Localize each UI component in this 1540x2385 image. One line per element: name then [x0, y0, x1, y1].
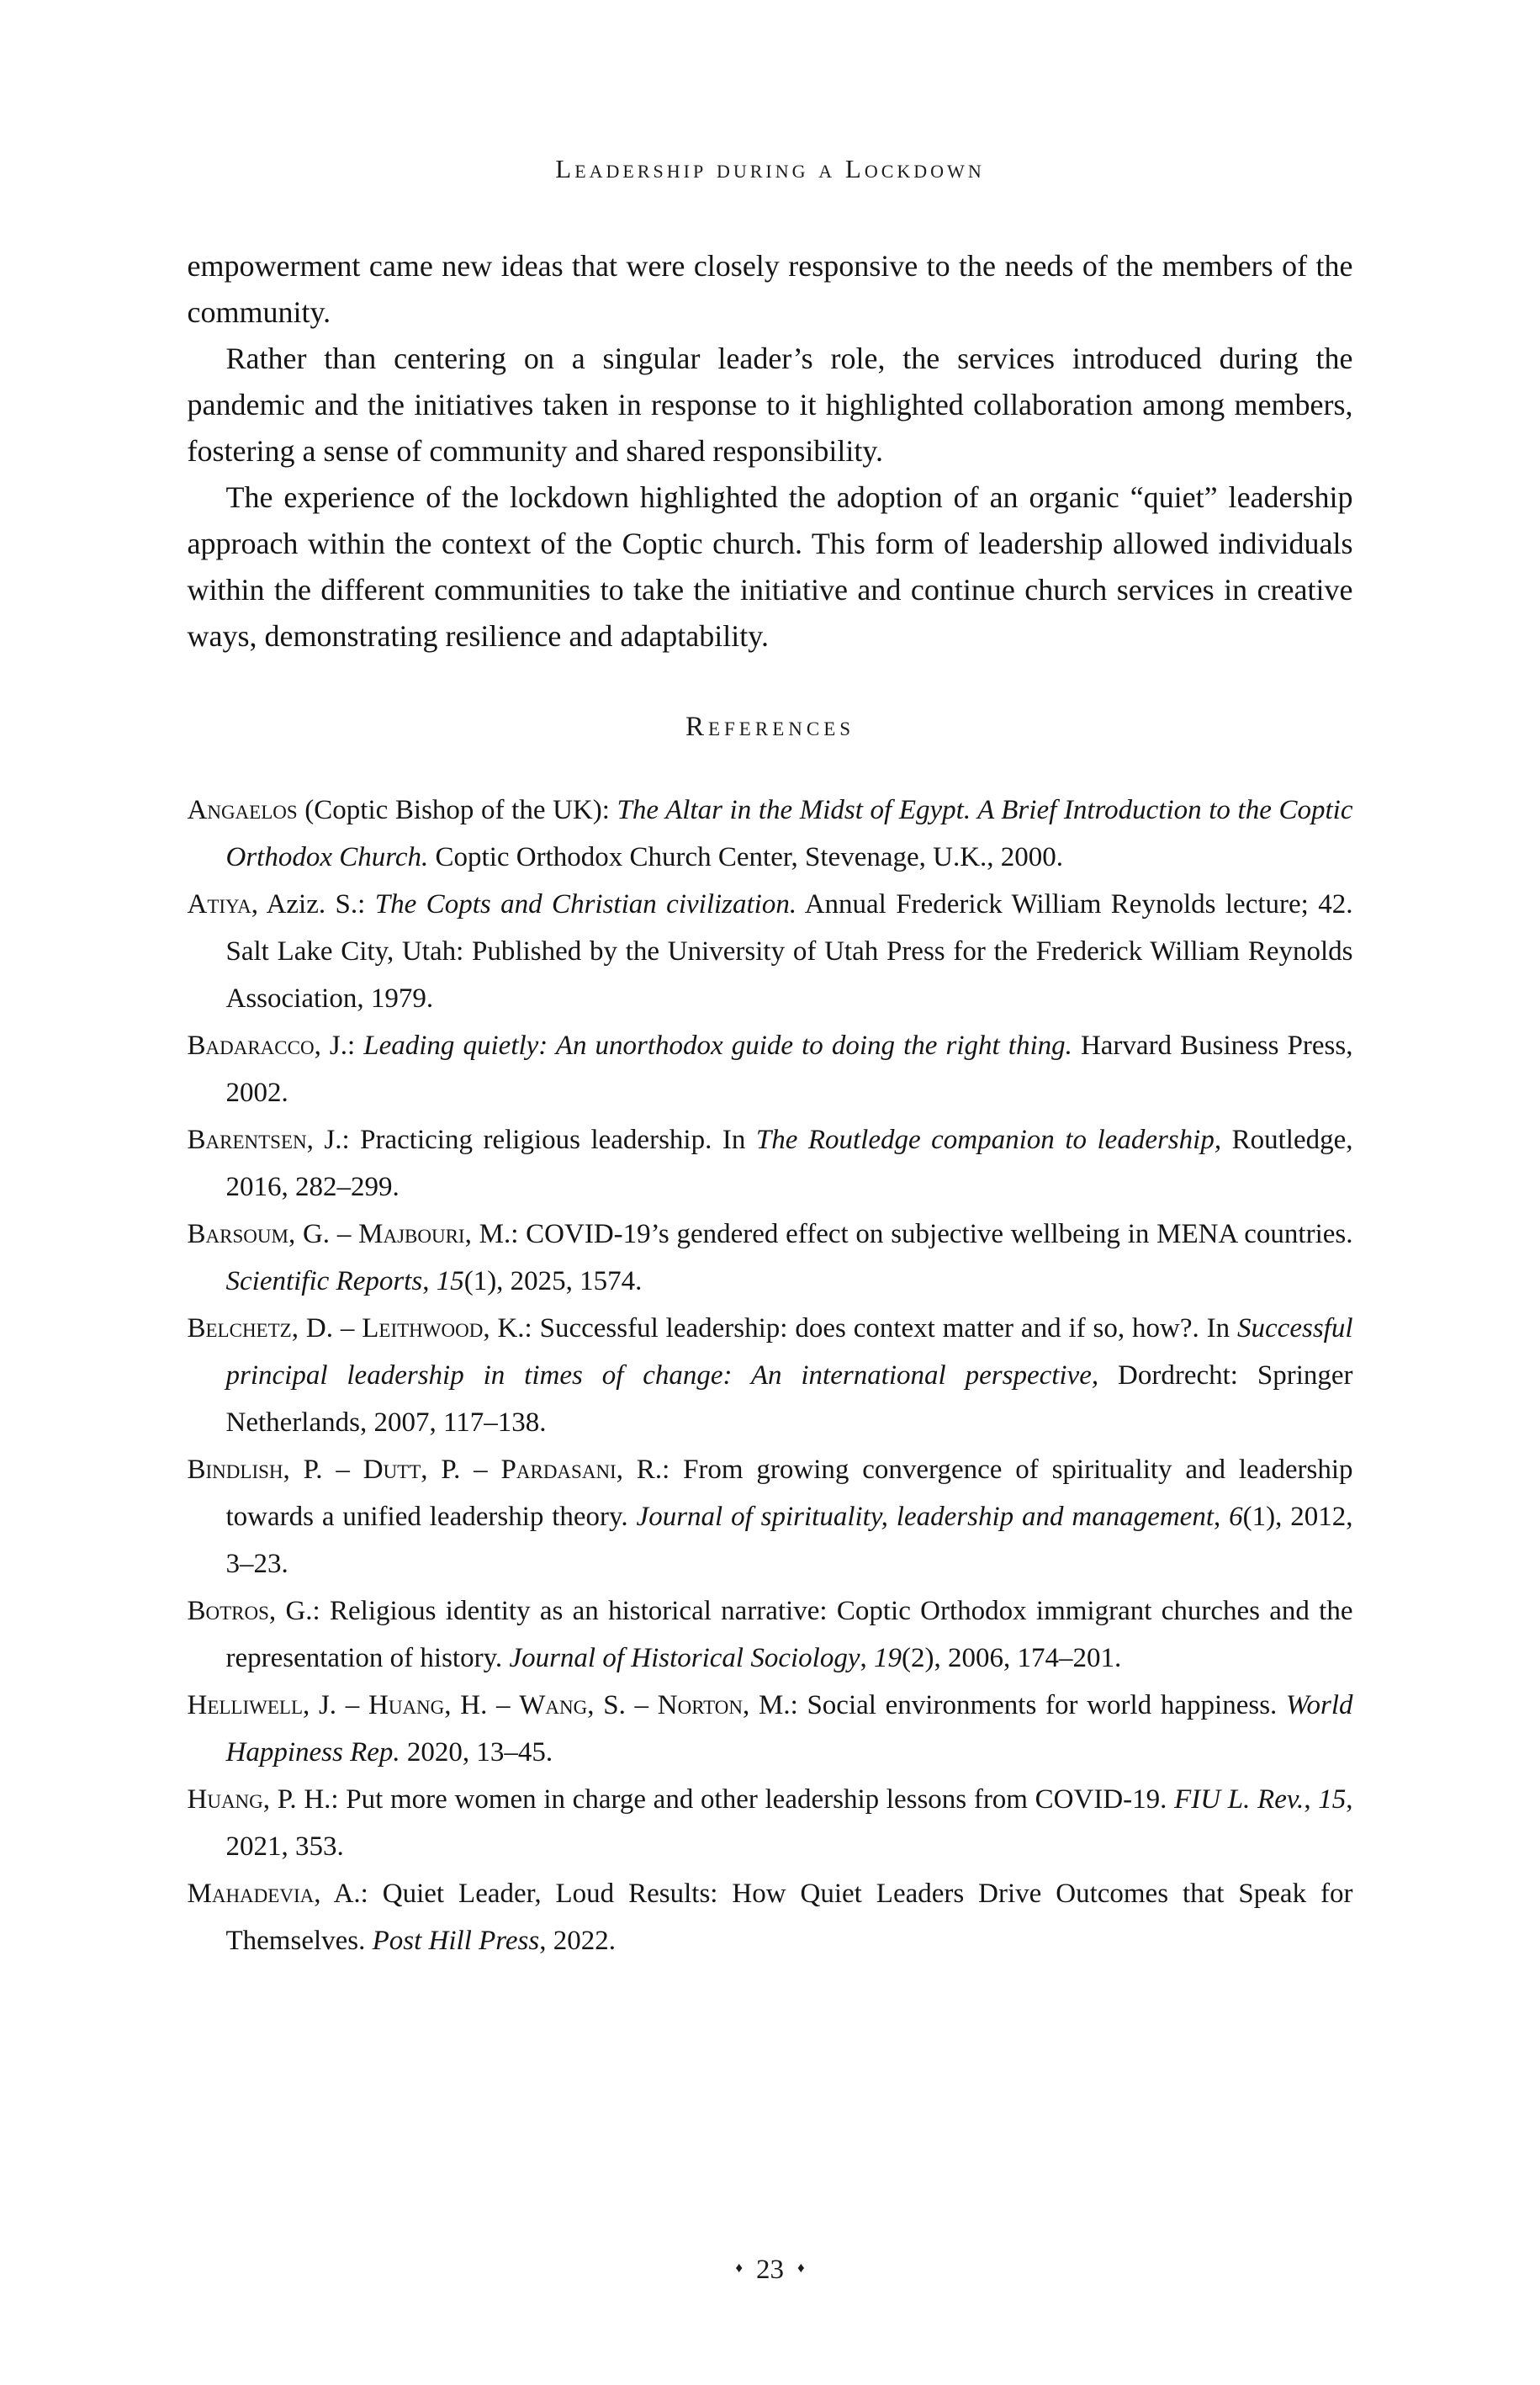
reference-segment: Huang	[187, 1784, 263, 1815]
reference-segment: Leading quietly: An unorthodox guide to doing the right thing.	[363, 1031, 1072, 1061]
footer-diamond-icon: ♦	[797, 2260, 805, 2276]
reference-segment: , P. –	[283, 1455, 363, 1485]
reference-segment: Leithwood	[362, 1313, 484, 1344]
reference-segment: Scientific Reports	[225, 1266, 423, 1296]
reference-segment: (1), 2025, 1574.	[463, 1266, 643, 1296]
reference-segment: Helliwell	[187, 1690, 303, 1720]
reference-segment: Botros	[187, 1596, 269, 1626]
footer-diamond-icon: ♦	[735, 2260, 743, 2276]
reference-segment: Journal of Historical Sociology	[509, 1643, 860, 1673]
page-footer	[0, 2255, 1540, 2286]
reference-segment: Pardasani	[500, 1455, 617, 1485]
reference-segment: Barentsen	[187, 1125, 307, 1155]
reference-segment: , J.:	[314, 1031, 364, 1061]
reference-segment: Routledge, 2016, 282–299.	[225, 1125, 1353, 1202]
reference-segment: , J. –	[303, 1690, 368, 1720]
reference-segment: Dordrecht: Springer Netherlands, 2007, 117–138.	[225, 1360, 1353, 1438]
reference-segment: , J.: Practicing religious leadership. In	[306, 1125, 756, 1155]
reference-segment: Huang	[368, 1690, 445, 1720]
reference-segment: Belchetz	[187, 1313, 292, 1344]
text-block	[188, 243, 1353, 1964]
reference-segment: , P. –	[421, 1455, 501, 1485]
reference-segment: Dutt	[363, 1455, 421, 1485]
reference-entry	[188, 1305, 1353, 1446]
references-heading: References	[685, 712, 855, 742]
reference-segment: 6	[1229, 1502, 1243, 1532]
reference-segment: The Altar in the Midst of Egypt. A Brief Introduction to the Coptic Orthodox Church.	[225, 795, 1353, 872]
reference-segment: , M.: COVID-19’s gendered effect on subjective wellbeing in MENA countries.	[464, 1219, 1353, 1249]
reference-segment: Majbouri	[358, 1219, 465, 1249]
reference-segment: , D. –	[291, 1313, 363, 1344]
reference-segment: Wang	[519, 1690, 588, 1720]
paragraph: Rather than centering on a singular leader’s role, the services introduced during the pandemic and the initiatives taken in response to it highlighted collaboration among members, fostering a sense of community and shared responsibility.	[187, 342, 1353, 468]
reference-segment: (2), 2006, 174–201.	[901, 1643, 1122, 1673]
reference-segment: , M.: Social environments for world happiness.	[743, 1690, 1287, 1720]
paragraph: The experience of the lockdown highlighted the adoption of an organic “quiet” leadership approach within the context of the Coptic church. This form of leadership allowed individuals within the different communities to take the initiative and continue church services in creative ways, demonstrating resilience and adaptability.	[187, 480, 1353, 653]
reference-segment: ,	[1304, 1784, 1319, 1815]
reference-segment: Angaelos	[187, 795, 298, 825]
reference-segment: Barsoum	[187, 1219, 288, 1249]
reference-entry	[188, 881, 1353, 1022]
reference-segment: , Aziz. S.:	[251, 889, 375, 920]
reference-segment: World Happiness Rep.	[225, 1690, 1353, 1768]
reference-entry	[188, 1211, 1353, 1305]
reference-segment: Annual Frederick William Reynolds lecture; 42. Salt Lake City, Utah: Published by the University of Utah Press for the Frederick William Reynolds Association, 1979.	[225, 889, 1353, 1014]
reference-segment: , S. –	[587, 1690, 658, 1720]
reference-entry	[188, 1870, 1353, 1964]
reference-segment: Successful principal leadership in times of change: An international perspective,	[225, 1313, 1353, 1391]
reference-segment: ,	[860, 1643, 874, 1673]
reference-segment: (1), 2012, 3–23.	[225, 1502, 1353, 1579]
reference-segment: Journal of spirituality, leadership and management	[636, 1502, 1214, 1532]
references-list	[188, 787, 1353, 1964]
reference-segment: 15	[1318, 1784, 1347, 1815]
body-text	[188, 243, 1353, 660]
reference-segment: Coptic Orthodox Church Center, Stevenage, U.K., 2000.	[428, 842, 1064, 872]
reference-segment: , H. –	[444, 1690, 520, 1720]
reference-segment: , 2022.	[539, 1926, 616, 1956]
reference-segment: Atiya	[187, 889, 251, 920]
reference-segment: The Copts and Christian civilization.	[374, 889, 797, 920]
reference-segment: The Routledge companion to leadership,	[755, 1125, 1222, 1155]
reference-entry	[188, 1022, 1353, 1116]
reference-segment: Mahadevia	[187, 1879, 315, 1909]
reference-entry	[188, 1116, 1353, 1211]
reference-segment: , P. H.: Put more women in charge and other leadership lessons from COVID-19.	[262, 1784, 1175, 1815]
page-number: 23	[756, 2255, 784, 2285]
reference-segment: , K.: Successful leadership: does context matter and if so, how?. In	[483, 1313, 1238, 1344]
reference-segment: , R.: From growing convergence of spirituality and leadership towards a unified leadership theory.	[225, 1455, 1353, 1532]
reference-segment: Badaracco	[187, 1031, 315, 1061]
reference-segment: , G.: Religious identity as an historical narrative: Coptic Orthodox immigrant churches and the representation of history.	[225, 1596, 1353, 1673]
paragraph: empowerment came new ideas that were closely responsive to the needs of the members of the community.	[187, 249, 1353, 329]
reference-segment: 15	[436, 1266, 464, 1296]
reference-entry	[188, 787, 1353, 881]
reference-segment: , A.: Quiet Leader, Loud Results: How Quiet Leaders Drive Outcomes that Speak for Themselves.	[225, 1879, 1353, 1956]
reference-segment: 2020, 13–45.	[400, 1737, 553, 1768]
reference-entry	[188, 1446, 1353, 1587]
reference-segment: ,	[1214, 1502, 1230, 1532]
reference-segment: , G. –	[288, 1219, 359, 1249]
reference-segment: Harvard Business Press, 2002.	[225, 1031, 1353, 1108]
reference-segment: Post Hill Press	[372, 1926, 540, 1956]
reference-entry	[188, 1776, 1353, 1870]
reference-entry	[188, 1587, 1353, 1682]
reference-segment: (Coptic Bishop of the UK):	[297, 795, 617, 825]
reference-segment: , 2021, 353.	[225, 1784, 1353, 1862]
running-head: Leadership during a Lockdown	[555, 154, 985, 183]
reference-segment: 19	[873, 1643, 902, 1673]
reference-segment: ,	[422, 1266, 437, 1296]
reference-segment: FIU L. Rev.	[1174, 1784, 1305, 1815]
reference-entry	[188, 1682, 1353, 1776]
reference-segment: Bindlish	[187, 1455, 283, 1485]
reference-segment: Norton	[657, 1690, 744, 1720]
